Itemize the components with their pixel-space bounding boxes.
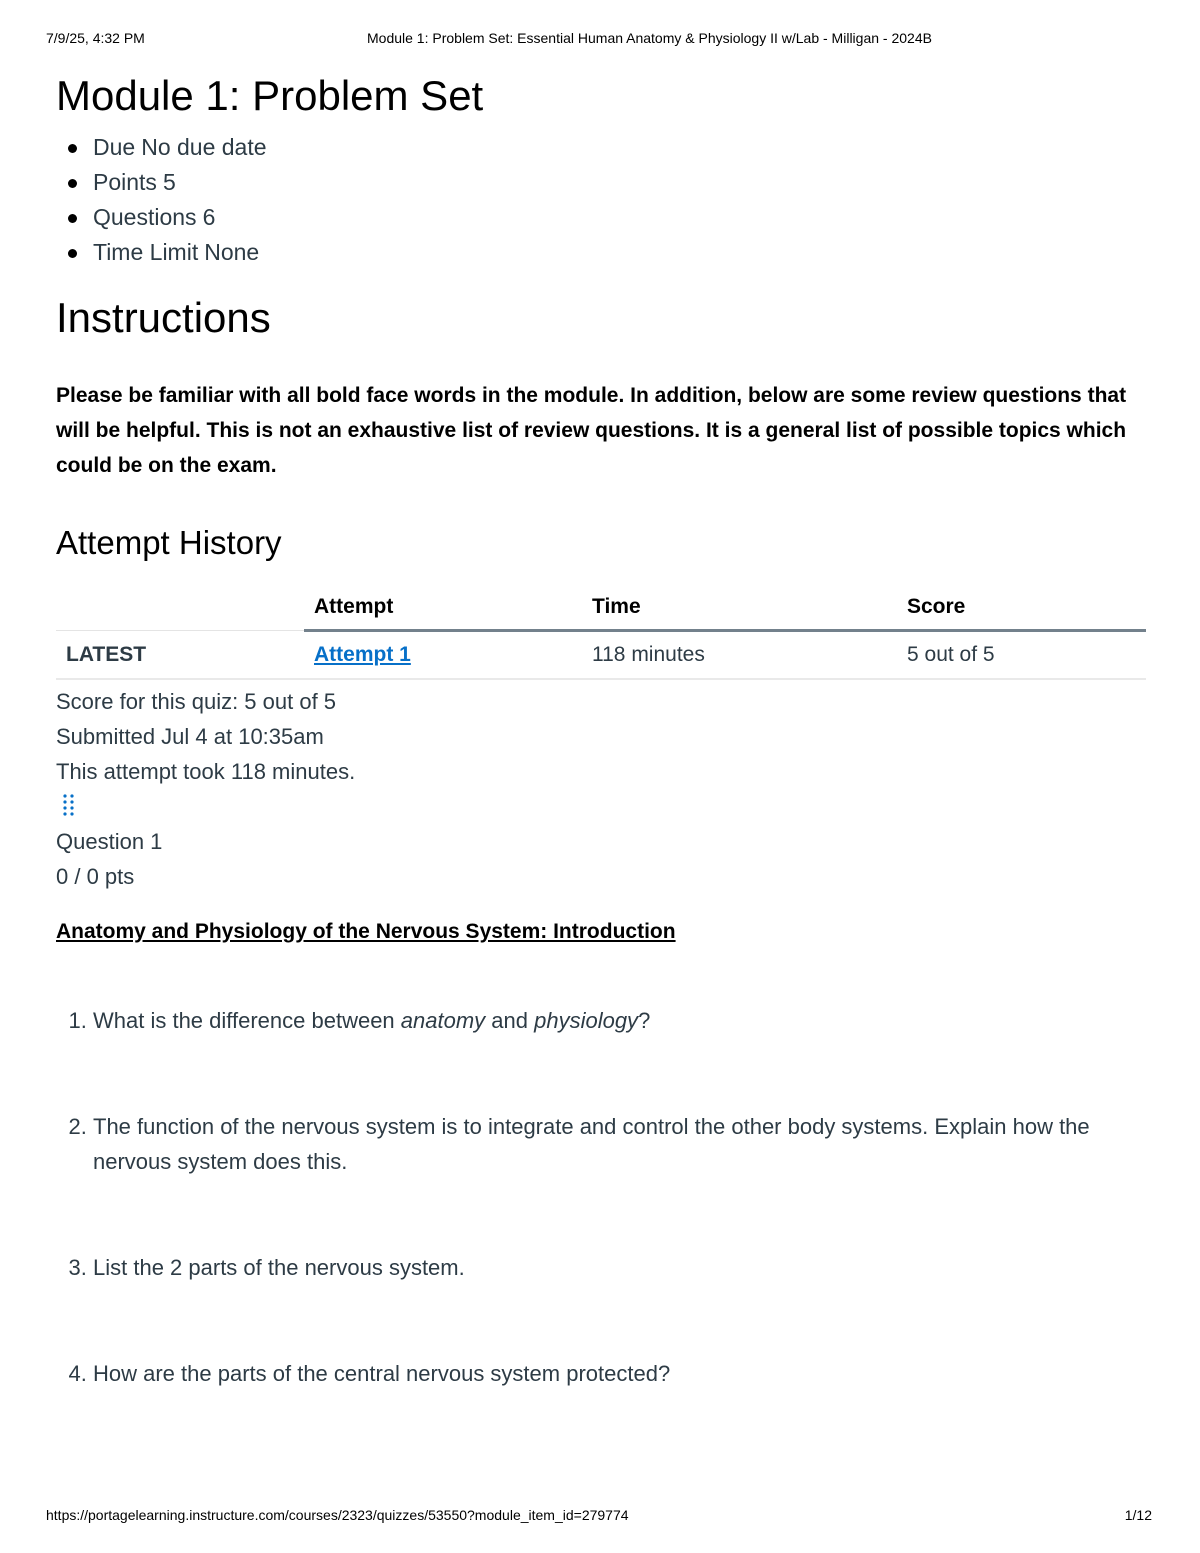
due-value: No due date [141,134,267,160]
column-header-attempt: Attempt [304,585,582,631]
q1-text-before: What is the difference between [93,1008,401,1033]
score-cell: 5 out of 5 [897,631,1146,680]
question-header [56,824,1146,894]
questions-item [56,200,1146,235]
time-limit-label: Time Limit [93,239,199,265]
list-item: 4. How are the parts of the central nervous system protected? [93,1356,1146,1391]
q1-text-mid: and [485,1008,535,1033]
drag-handle-icon[interactable] [62,793,76,817]
print-page-number: 1/12 [1124,1507,1152,1523]
attempt-summary [56,684,1146,789]
question-points: 0 / 0 pts [56,864,135,889]
quiz-details-list [56,130,1146,270]
list-item: 2. The function of the nervous system is to integrate and control the other body systems. Explain how the nervous system does this. [93,1109,1146,1179]
print-document-title: Module 1: Problem Set: Essential Human Anatomy & Physiology II w/Lab - Milligan - 2024B [367,30,932,46]
due-item [56,130,1146,165]
attempt-history-table [56,585,1146,680]
list-item: 3. List the 2 parts of the nervous system. [93,1250,1146,1285]
instructions-heading: Instructions [56,294,271,341]
page-title: Module 1: Problem Set [56,72,484,119]
print-footer [46,1507,1152,1527]
points-item [56,165,1146,200]
q1-emphasis-physiology: physiology [534,1008,639,1033]
quiz-content [56,70,1146,1462]
questions-label: Questions [93,204,197,230]
question-label: Question 1 [56,829,163,854]
instructions-text: Please be familiar with all bold face words in the module. In addition, below are some review questions that will be helpful. This is not an exhaustive list of review questions. It is a general list of possible topics which could be on the exam. [56,384,1127,477]
print-date: 7/9/25, 4:32 PM [46,30,145,46]
questions-value: 6 [202,204,216,230]
print-header [46,30,1154,50]
attempt-cell [304,631,582,680]
time-limit-item [56,235,1146,270]
list-item [93,1003,1146,1038]
table-header-row [56,585,1146,631]
column-header-blank [56,585,304,631]
review-questions-list [56,1003,1146,1391]
question-section-title: Anatomy and Physiology of the Nervous System: Introduction [56,920,676,943]
points-value: 5 [162,169,176,195]
column-header-time: Time [582,585,897,631]
latest-label: LATEST [56,631,304,680]
points-label: Points [93,169,157,195]
q1-emphasis-anatomy: anatomy [400,1008,486,1033]
attempt-duration-text: This attempt took 118 minutes. [56,759,356,784]
attempt-1-link[interactable]: Attempt 1 [314,643,411,666]
table-row [56,631,1146,680]
attempt-history-heading: Attempt History [56,524,282,561]
quiz-score-text: Score for this quiz: 5 out of 5 [56,689,337,714]
submitted-text: Submitted Jul 4 at 10:35am [56,724,324,749]
time-limit-value: None [204,239,260,265]
q1-text-after: ? [638,1008,651,1033]
column-header-score: Score [897,585,1146,631]
print-url: https://portagelearning.instructure.com/courses/2323/quizzes/53550?module_item_id=279774 [46,1507,629,1523]
time-cell: 118 minutes [582,631,897,680]
due-label: Due [93,134,136,160]
